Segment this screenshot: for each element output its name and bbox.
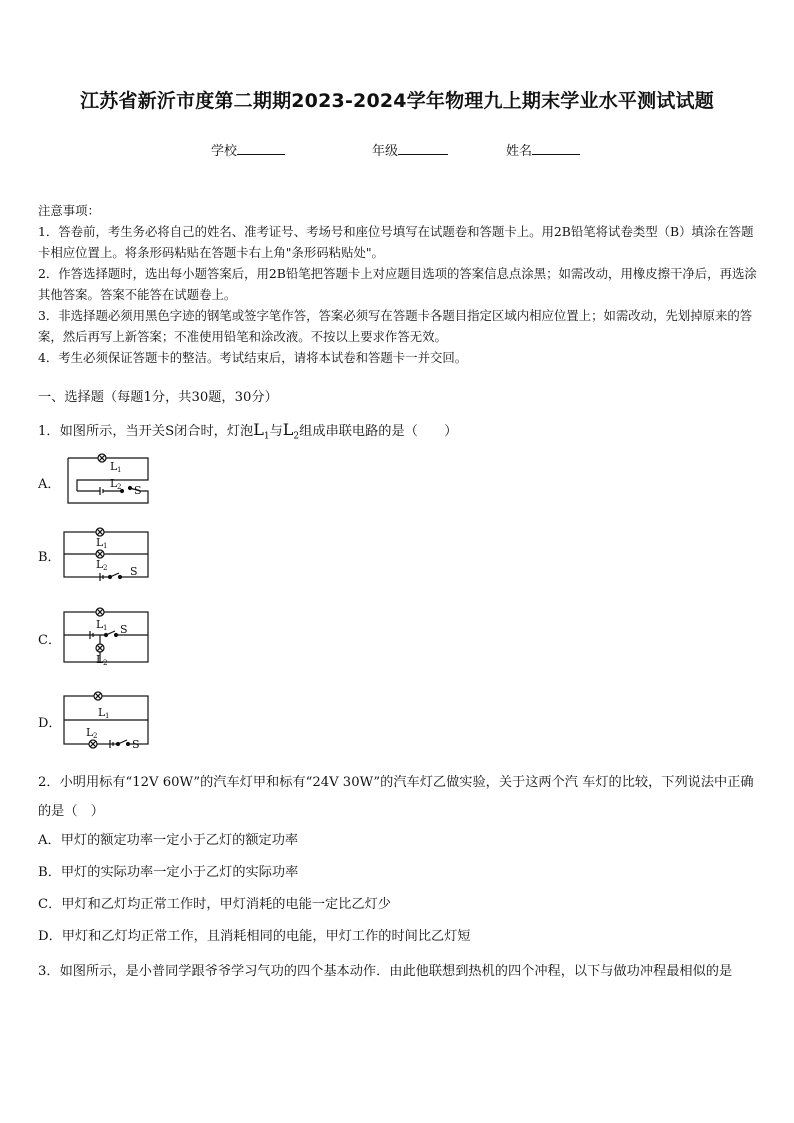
note-item-2: 2．作答选择题时，选出每小题答案后，用2B铅笔把答题卡上对应题目选项的答案信息点涂黑；如需改动，用橡皮擦干净后，再选涂其他答案。答案不能答在试题卷上。 (38, 266, 757, 302)
grade-field (372, 140, 448, 159)
d-l2-label: L (86, 726, 94, 739)
q2-option-c: C．甲灯和乙灯均正常工作时，甲灯消耗的电能一定比乙灯少 (38, 897, 391, 912)
question-1-stem (38, 419, 760, 448)
a-l1-label: L (110, 460, 118, 473)
d-l2-sub: 2 (93, 732, 98, 740)
b-l2-sub: 2 (103, 564, 108, 572)
question-2-stem: 2．小明用标有“12V 60W”的汽车灯甲和标有“24V 30W”的汽车灯乙做实验，关于这两个汽 车灯的比较，下列说法中正确的是（ ） (38, 775, 754, 819)
school-field (211, 140, 285, 159)
d-l1-label: L (98, 706, 106, 719)
q1-option-d-label: D． (38, 716, 62, 731)
q1-circuit-d (60, 686, 160, 756)
note-item-4: 4．考生必须保证答题卡的整洁。考试结束后，请将本试卷和答题卡一并交回。 (38, 350, 468, 365)
q1-mid: 与 (269, 424, 283, 439)
school-label: 学校 (211, 144, 238, 159)
grade-blank (398, 142, 448, 155)
q1-option-c-label: C． (38, 633, 61, 648)
q1-l2: L (282, 420, 294, 439)
q1-l1: L (253, 420, 264, 439)
q1-circuit-b (60, 520, 160, 590)
name-label: 姓名 (506, 144, 533, 159)
q1-circuit-a (60, 450, 160, 510)
q1-stem-suffix: 组成串联电路的是（ ） (299, 424, 458, 439)
q1-stem-prefix: 1．如图所示，当开关S闭合时，灯泡 (38, 424, 254, 439)
name-blank (532, 142, 580, 155)
name-field (506, 140, 580, 159)
c-l1-label: L (96, 618, 104, 631)
b-l2-label: L (96, 558, 104, 571)
grade-label: 年级 (372, 144, 399, 159)
section-heading: 一、选择题（每题1分，共30题，30分） (38, 390, 278, 405)
a-l2-label: L (110, 477, 118, 490)
question-3-stem: 3．如图所示，是小普同学跟爷爷学习气功的四个基本动作．由此他联想到热机的四个冲程，以下与做功冲程最相似的是 (38, 964, 733, 979)
page-title: 江苏省新沂市度第二期期2023-2024学年物理九上期末学业水平测试试题 (80, 90, 714, 112)
a-l2-sub: 2 (117, 483, 122, 491)
c-l2-sub: 2 (103, 659, 108, 667)
d-l1-sub: 1 (105, 712, 110, 720)
q2-option-d: D．甲灯和乙灯均正常工作，且消耗相同的电能，甲灯工作的时间比乙灯短 (38, 929, 471, 944)
b-l1-sub: 1 (103, 542, 108, 550)
c-l1-sub: 1 (103, 624, 108, 632)
note-item-1: 1．答卷前，考生务必将自己的姓名、准考证号、考场号和座位号填写在试题卷和答题卡上。用2B铅笔将试卷类型（B）填涂在答题卡相应位置上。将条形码粘贴在答题卡右上角"条形码粘贴处"。 (38, 224, 754, 260)
notes-heading: 注意事项： (38, 203, 100, 218)
a-l1-sub: 1 (117, 466, 122, 474)
q1-option-a-label: A． (38, 477, 61, 492)
d-s-label: S (132, 738, 140, 751)
b-l1-label: L (96, 536, 104, 549)
c-l2-label: L (96, 653, 104, 666)
q2-option-a: A．甲灯的额定功率一定小于乙灯的额定功率 (38, 833, 299, 848)
a-s-label: S (134, 484, 142, 497)
q1-circuit-c (60, 602, 160, 672)
school-blank (237, 142, 285, 155)
q1-l1-sub: 1 (263, 431, 270, 442)
note-item-3: 3．非选择题必须用黑色字迹的钢笔或签字笔作答，答案必须写在答题卡各题目指定区域内相应位置上；如需改动，先划掉原来的答案，然后再写上新答案；不准使用铅笔和涂改液。不按以上要求作答无效。 (38, 308, 753, 344)
q1-option-b-label: B． (38, 550, 61, 565)
q2-option-b: B．甲灯的实际功率一定小于乙灯的实际功率 (38, 865, 299, 880)
c-s-label: S (120, 623, 128, 636)
b-s-label: S (130, 565, 138, 578)
q1-l2-sub: 2 (293, 431, 300, 442)
